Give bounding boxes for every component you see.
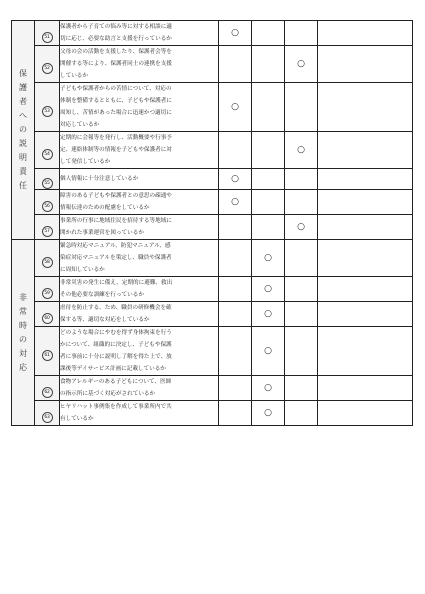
answer-cell-4 <box>318 46 413 83</box>
answer-cell-1 <box>219 132 252 169</box>
item-text-cell <box>60 277 219 302</box>
answer-cell-4 <box>318 132 413 169</box>
category-label: 保護者への説明責任 <box>19 69 27 190</box>
item-text-line: 事業所の行事に地域住民を招待する等地域に <box>60 218 172 224</box>
item-text-line: 食物アレルギーのある子どもについて、医師 <box>60 379 172 385</box>
answer-cell-2 <box>252 83 285 132</box>
item-number-badge: 59 <box>42 288 53 299</box>
item-text-cell <box>60 215 219 240</box>
item-number-badge: 60 <box>42 313 53 324</box>
table-row <box>12 46 413 83</box>
item-number-cell <box>35 327 60 376</box>
table-row <box>12 327 413 376</box>
answer-cell-4 <box>318 83 413 132</box>
answer-cell-1 <box>219 277 252 302</box>
answer-cell-3 <box>285 401 318 426</box>
item-number-cell <box>35 215 60 240</box>
table-row <box>12 169 413 190</box>
answer-cell-2: ○ <box>252 376 285 401</box>
answer-cell-1 <box>219 327 252 376</box>
item-number-badge: 56 <box>42 201 53 212</box>
answer-cell-1 <box>219 240 252 277</box>
item-text-line: 有しているか <box>60 416 94 422</box>
item-number-cell <box>35 132 60 169</box>
item-text-line: ヒヤリハット事例集を作成して事業所内で共 <box>60 404 172 410</box>
item-text-line: 非常災害の発生に備え、定期的に避難、救出 <box>60 280 173 286</box>
item-text-line: 体制を整備するとともに、子どもや保護者に <box>60 98 172 104</box>
table-row <box>12 376 413 401</box>
answer-cell-4 <box>318 277 413 302</box>
item-number-badge: 53 <box>42 106 53 117</box>
answer-cell-4 <box>318 190 413 215</box>
item-number-badge: 55 <box>42 178 53 189</box>
item-number-badge: 63 <box>42 412 53 423</box>
item-text-cell <box>60 132 219 169</box>
table-row <box>12 215 413 240</box>
answer-cell-2 <box>252 46 285 83</box>
answer-cell-4 <box>318 21 413 46</box>
answer-cell-1: ○ <box>219 169 252 190</box>
item-text-line: かについて、組織的に決定し、子どもや保護 <box>60 342 172 348</box>
item-text-cell <box>60 401 219 426</box>
item-text-cell <box>60 190 219 215</box>
table-row <box>12 401 413 426</box>
item-number-cell <box>35 83 60 132</box>
table-row <box>12 190 413 215</box>
evaluation-table <box>11 20 413 426</box>
item-text-line: 情報伝達のための配慮をしているか <box>60 205 150 211</box>
item-number-badge: 58 <box>42 257 53 268</box>
item-number-cell <box>35 376 60 401</box>
table-row <box>12 302 413 327</box>
item-text-cell <box>60 83 219 132</box>
answer-cell-2: ○ <box>252 277 285 302</box>
answer-cell-2: ○ <box>252 401 285 426</box>
item-text-line: 開催する等により、保護者同士の連携を支援 <box>60 61 172 67</box>
item-text-line: 周知し、苦情があった場合に迅速かつ適切に <box>60 110 172 116</box>
answer-cell-4 <box>318 215 413 240</box>
answer-cell-3 <box>285 327 318 376</box>
item-text-line: の指示所に基づく対応がされているか <box>60 391 156 397</box>
item-text-line: して発信しているか <box>60 159 111 165</box>
answer-cell-1: ○ <box>219 21 252 46</box>
item-text-line: に周知しているか <box>60 267 105 273</box>
table-row <box>12 21 413 46</box>
item-text-cell <box>60 46 219 83</box>
answer-cell-2: ○ <box>252 327 285 376</box>
answer-cell-3: ○ <box>285 46 318 83</box>
answer-cell-1 <box>219 215 252 240</box>
item-text-line: 開かれた事業運営を図っているか <box>60 230 144 236</box>
item-number-cell <box>35 21 60 46</box>
item-text-line: 課後等デイサービス計画に記載しているか <box>60 366 166 372</box>
answer-cell-4 <box>318 169 413 190</box>
answer-cell-3 <box>285 376 318 401</box>
item-number-badge: 61 <box>42 350 53 361</box>
table-row <box>12 277 413 302</box>
item-text-cell <box>60 21 219 46</box>
item-number-badge: 54 <box>42 149 53 160</box>
item-number-cell <box>35 277 60 302</box>
item-number-badge: 51 <box>42 32 53 43</box>
category-cell <box>12 240 35 426</box>
category-label: 非常時の対応 <box>19 292 27 372</box>
item-text-line: 定、連絡体制等の情報を子どもや保護者に対 <box>60 147 172 153</box>
table-row <box>12 132 413 169</box>
answer-cell-2 <box>252 132 285 169</box>
answer-cell-2: ○ <box>252 240 285 277</box>
item-text-line: 子どもや保護者からの苦情について、対応の <box>60 86 172 92</box>
item-text-line: 保する等、適切な対応をしているか <box>60 317 150 323</box>
answer-cell-1 <box>219 376 252 401</box>
item-text-line: その他必要な訓練を行っているか <box>60 292 144 298</box>
item-text-cell <box>60 302 219 327</box>
item-text-line: 定期的に会報等を発行し、活動概要や行事予 <box>60 135 172 141</box>
item-text-line: 父母の会の活動を支援したり、保護者会等を <box>60 49 172 55</box>
item-number-cell <box>35 169 60 190</box>
item-text-line: 切に応じ、必要な助言と支援を行っているか <box>60 36 172 42</box>
answer-cell-4 <box>318 376 413 401</box>
item-text-cell <box>60 376 219 401</box>
answer-cell-1: ○ <box>219 190 252 215</box>
answer-cell-4 <box>318 240 413 277</box>
table-row <box>12 240 413 277</box>
item-number-cell <box>35 46 60 83</box>
item-text-line: 緊急時対応マニュアル、防犯マニュアル、感 <box>60 243 171 249</box>
answer-cell-3 <box>285 302 318 327</box>
item-text-line: 保護者から子育ての悩み等に対する相談に適 <box>60 24 172 30</box>
item-number-badge: 57 <box>42 226 53 237</box>
item-number-cell <box>35 190 60 215</box>
answer-cell-2: ○ <box>252 302 285 327</box>
evaluation-table-body <box>12 21 413 426</box>
answer-cell-2 <box>252 169 285 190</box>
answer-cell-3 <box>285 277 318 302</box>
item-text-cell <box>60 327 219 376</box>
answer-cell-1 <box>219 302 252 327</box>
answer-cell-3 <box>285 21 318 46</box>
item-number-cell <box>35 240 60 277</box>
item-number-badge: 52 <box>42 63 53 74</box>
category-cell <box>12 21 35 240</box>
item-text-cell <box>60 169 219 190</box>
answer-cell-3: ○ <box>285 132 318 169</box>
item-text-cell <box>60 240 219 277</box>
item-text-line: どのような場合にやむを得ず身体拘束を行う <box>60 330 172 336</box>
item-text-line: しているか <box>60 73 88 79</box>
answer-cell-1: ○ <box>219 83 252 132</box>
answer-cell-2 <box>252 215 285 240</box>
answer-cell-3 <box>285 240 318 277</box>
answer-cell-3 <box>285 190 318 215</box>
answer-cell-2 <box>252 21 285 46</box>
item-text-line: 個人情報に十分注意しているか <box>60 176 139 182</box>
item-text-line: 者に事前に十分に説明し了解を得た上で、放 <box>60 354 172 360</box>
item-number-cell <box>35 302 60 327</box>
answer-cell-3 <box>285 83 318 132</box>
item-text-line: 虐待を防止する、ため、職員の研修機会を確 <box>60 305 172 311</box>
table-row <box>12 83 413 132</box>
answer-cell-3 <box>285 169 318 190</box>
answer-cell-1 <box>219 401 252 426</box>
item-number-cell <box>35 401 60 426</box>
answer-cell-3: ○ <box>285 215 318 240</box>
answer-cell-4 <box>318 327 413 376</box>
item-text-line: 対応しているか <box>60 122 100 128</box>
item-number-badge: 62 <box>42 387 53 398</box>
answer-cell-4 <box>318 302 413 327</box>
item-text-line: 染症対応マニュアルを策定し、職員や保護者 <box>60 255 172 261</box>
answer-cell-4 <box>318 401 413 426</box>
answer-cell-1 <box>219 46 252 83</box>
item-text-line: 障害のある子どもや保護者との意思の疎通や <box>60 193 172 199</box>
answer-cell-2 <box>252 190 285 215</box>
